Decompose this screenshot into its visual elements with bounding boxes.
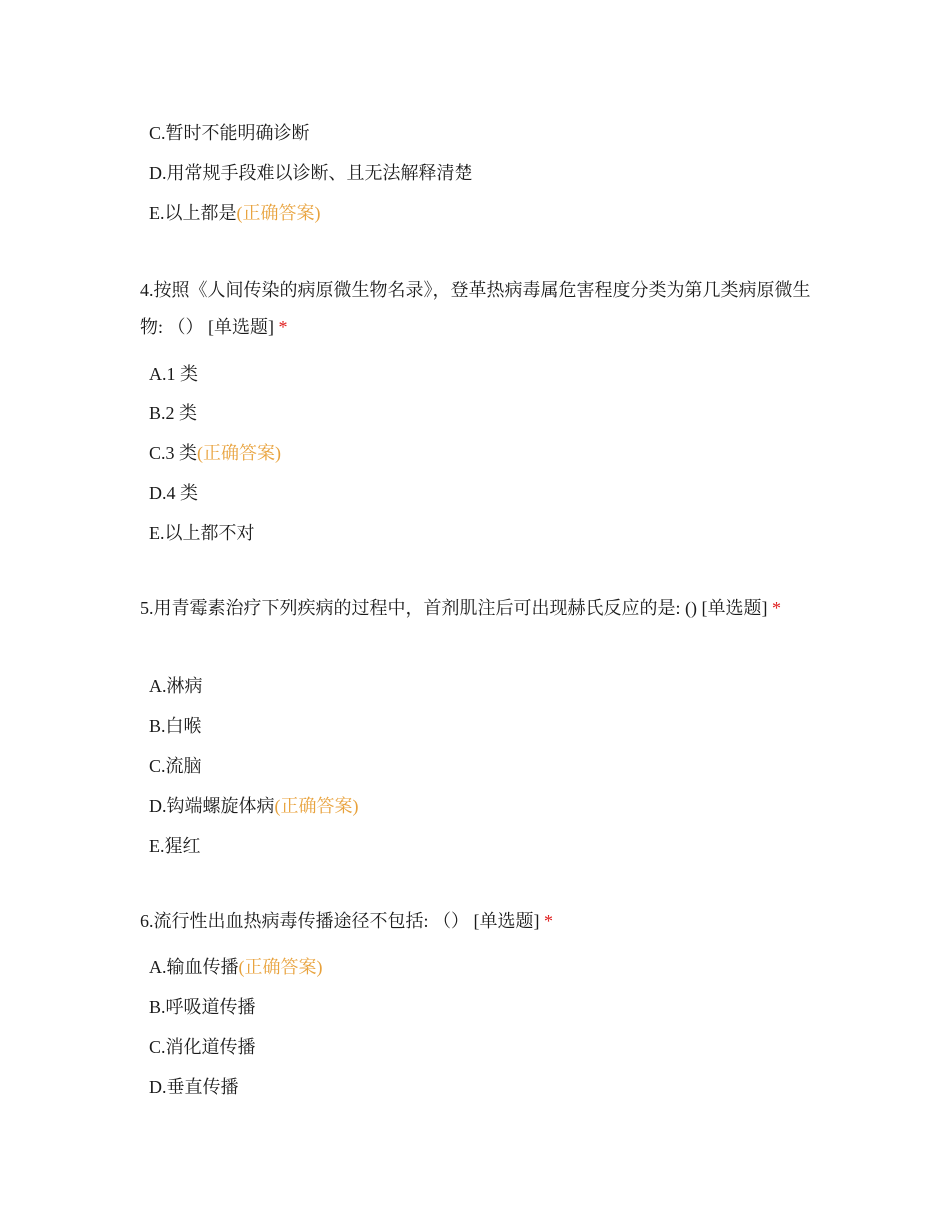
option-text: D.4 类 <box>149 483 198 503</box>
option-text: E.猩红 <box>149 836 201 856</box>
option-q5-a <box>149 674 203 698</box>
option-text: A.1 类 <box>149 364 198 384</box>
option-q4-d <box>149 481 198 505</box>
option-text: D.钩端螺旋体病 <box>149 796 275 816</box>
option-q6-d <box>149 1075 239 1099</box>
question-text: 6.流行性出血热病毒传播途径不包括: （） [单选题] <box>140 911 540 931</box>
correct-answer-mark: (正确答案) <box>238 957 323 977</box>
option-q4-c <box>149 441 281 465</box>
option-q3-c <box>149 121 310 145</box>
option-q3-d <box>149 161 473 185</box>
option-text: C.消化道传播 <box>149 1037 256 1057</box>
correct-answer-mark: (正确答案) <box>274 796 359 816</box>
option-q6-b <box>149 995 256 1019</box>
option-text: D.垂直传播 <box>149 1077 239 1097</box>
question-text: 5.用青霉素治疗下列疾病的过程中，首剂肌注后可出现赫氏反应的是: () [单选题] <box>140 598 768 618</box>
option-q3-e <box>149 201 321 225</box>
option-q5-b <box>149 714 202 738</box>
option-text: C.3 类 <box>149 443 198 463</box>
required-mark: * <box>278 317 288 337</box>
correct-answer-mark: (正确答案) <box>236 203 321 223</box>
required-mark: * <box>771 598 781 618</box>
option-q4-a <box>149 362 198 386</box>
option-text: C.暂时不能明确诊断 <box>149 123 310 143</box>
option-text: A.输血传播 <box>149 957 239 977</box>
question-title <box>140 903 815 940</box>
question-title <box>140 591 815 625</box>
option-text: B.2 类 <box>149 403 198 423</box>
question-text: 4.按照《人间传染的病原微生物名录》，登革热病毒属危害程度分类为第几类病原微生物: （） [单选题] <box>140 280 811 337</box>
option-text: B.呼吸道传播 <box>149 997 256 1017</box>
option-text: E.以上都不对 <box>149 523 255 543</box>
option-text: A.淋病 <box>149 676 203 696</box>
option-text: B.白喉 <box>149 716 202 736</box>
option-q5-c <box>149 754 202 778</box>
correct-answer-mark: (正确答案) <box>197 443 282 463</box>
question-title <box>140 272 815 346</box>
option-q4-b <box>149 401 197 425</box>
option-q6-c <box>149 1035 256 1059</box>
option-q5-e <box>149 834 201 858</box>
option-text: D.用常规手段难以诊断、且无法解释清楚 <box>149 163 473 183</box>
option-text: E.以上都是 <box>149 203 237 223</box>
option-q5-d <box>149 794 359 818</box>
option-q4-e <box>149 521 255 545</box>
required-mark: * <box>544 911 553 931</box>
option-text: C.流脑 <box>149 756 202 776</box>
option-q6-a <box>149 955 323 979</box>
